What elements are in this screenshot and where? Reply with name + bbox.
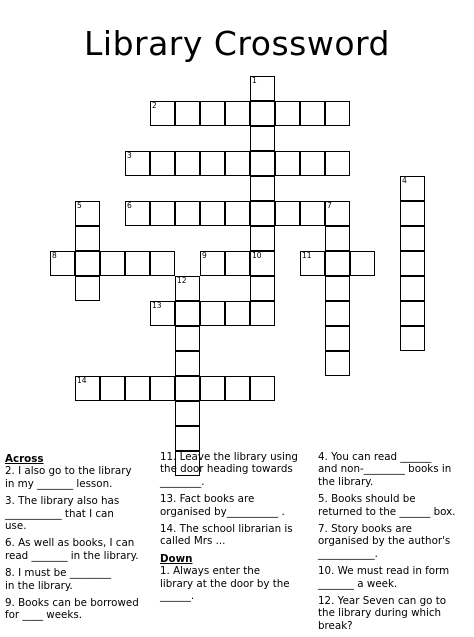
grid-cell[interactable] [75, 201, 100, 226]
clue-number: 11 [302, 251, 312, 260]
grid-cell[interactable] [400, 251, 425, 276]
grid-cell[interactable] [175, 401, 200, 426]
grid-cell[interactable] [175, 201, 200, 226]
grid-cell[interactable] [225, 376, 250, 401]
grid-cell[interactable] [75, 376, 100, 401]
grid-cell[interactable] [400, 226, 425, 251]
grid-cell[interactable] [250, 126, 275, 151]
clue-down-12: 12. Year Seven can go to the library during which break? [318, 595, 447, 632]
grid-cell[interactable] [200, 301, 225, 326]
grid-cell[interactable] [175, 301, 200, 326]
grid-cell[interactable] [150, 201, 175, 226]
grid-cell[interactable] [225, 251, 250, 276]
grid-cell[interactable] [325, 276, 350, 301]
grid-cell[interactable] [150, 101, 175, 126]
grid-cell[interactable] [125, 376, 150, 401]
grid-cell[interactable] [325, 301, 350, 326]
page-title: Library Crossword [84, 24, 390, 63]
clue-column-right [318, 451, 470, 637]
grid-cell[interactable] [275, 151, 300, 176]
grid-cell[interactable] [250, 176, 275, 201]
clue-down-7: 7. Story books are organised by the author's ___________. [318, 523, 451, 560]
grid-cell[interactable] [250, 376, 275, 401]
clue-number: 12 [177, 276, 187, 285]
clue-number: 9 [202, 251, 207, 260]
grid-cell[interactable] [325, 326, 350, 351]
grid-cell[interactable] [175, 376, 200, 401]
grid-cell[interactable] [150, 151, 175, 176]
grid-cell[interactable] [200, 151, 225, 176]
clue-column-middle [160, 451, 312, 607]
grid-cell[interactable] [300, 101, 325, 126]
grid-cell[interactable] [175, 426, 200, 451]
grid-cell[interactable] [325, 351, 350, 376]
clue-number: 3 [127, 151, 132, 160]
clue-number: 2 [152, 101, 157, 110]
clue-down-4: 4. You can read ______ and non-________ books in the library. [318, 451, 452, 488]
down-heading: Down [160, 552, 193, 565]
grid-cell[interactable] [325, 201, 350, 226]
grid-cell[interactable] [175, 276, 200, 301]
grid-cell[interactable] [50, 251, 75, 276]
grid-cell[interactable] [225, 201, 250, 226]
grid-cell[interactable] [275, 201, 300, 226]
grid-cell[interactable] [225, 301, 250, 326]
grid-cell[interactable] [400, 276, 425, 301]
grid-cell[interactable] [225, 101, 250, 126]
grid-cell[interactable] [175, 101, 200, 126]
clue-number: 1 [252, 76, 257, 85]
clue-number: 10 [252, 251, 262, 260]
grid-cell[interactable] [200, 201, 225, 226]
grid-cell[interactable] [200, 251, 225, 276]
grid-cell[interactable] [250, 276, 275, 301]
grid-cell[interactable] [400, 326, 425, 351]
clue-down-10: 10. We must read in form _______ a week. [318, 565, 450, 590]
grid-cell[interactable] [400, 176, 425, 201]
grid-cell[interactable] [175, 351, 200, 376]
grid-cell[interactable] [250, 301, 275, 326]
clue-across-11: 11. Leave the library using the door heading towards ________. [160, 451, 298, 488]
grid-cell[interactable] [75, 251, 100, 276]
grid-cell[interactable] [175, 151, 200, 176]
grid-cell[interactable] [300, 251, 325, 276]
clue-number: 7 [327, 201, 332, 210]
grid-cell[interactable] [125, 151, 150, 176]
grid-cell[interactable] [150, 301, 175, 326]
grid-cell[interactable] [325, 251, 350, 276]
clue-number: 6 [127, 201, 132, 210]
clue-number: 4 [402, 176, 407, 185]
clue-number: 5 [77, 201, 82, 210]
clue-column-left [5, 453, 155, 627]
clue-across-8: 8. I must be ________ in the library. [5, 567, 111, 592]
clue-across-14: 14. The school librarian is called Mrs ... [160, 523, 293, 548]
grid-cell[interactable] [200, 376, 225, 401]
grid-cell[interactable] [325, 101, 350, 126]
clue-across-6: 6. As well as books, I can read _______ in the library. [5, 537, 139, 562]
grid-cell[interactable] [325, 226, 350, 251]
grid-cell[interactable] [325, 151, 350, 176]
grid-cell[interactable] [100, 251, 125, 276]
grid-cell[interactable] [150, 376, 175, 401]
grid-cell[interactable] [75, 226, 100, 251]
grid-cell[interactable] [150, 251, 175, 276]
clue-across-13: 13. Fact books are organised by__________ . [160, 493, 285, 518]
grid-cell[interactable] [250, 201, 275, 226]
grid-cell[interactable] [275, 101, 300, 126]
grid-cell[interactable] [75, 276, 100, 301]
grid-cell[interactable] [300, 201, 325, 226]
clue-number: 8 [52, 251, 57, 260]
clue-number: 13 [152, 301, 162, 310]
grid-cell[interactable] [350, 251, 375, 276]
clue-across-2: 2. I also go to the library in my _______ lesson. [5, 465, 132, 490]
grid-cell[interactable] [125, 251, 150, 276]
grid-cell[interactable] [300, 151, 325, 176]
grid-cell[interactable] [200, 101, 225, 126]
clue-down-5: 5. Books should be returned to the ______ box. [318, 493, 456, 518]
clue-across-3: 3. The library also has ___________ that I can use. [5, 495, 120, 533]
clue-number: 14 [77, 376, 87, 385]
across-heading: Across [5, 453, 44, 465]
grid-cell[interactable] [250, 251, 275, 276]
grid-cell[interactable] [175, 326, 200, 351]
clue-across-9: 9. Books can be borrowed for ____ weeks. [5, 597, 139, 622]
grid-cell[interactable] [125, 201, 150, 226]
grid-cell[interactable] [225, 151, 250, 176]
grid-cell[interactable] [400, 301, 425, 326]
grid-cell[interactable] [250, 76, 275, 101]
grid-cell[interactable] [250, 101, 275, 126]
grid-cell[interactable] [250, 151, 275, 176]
grid-cell[interactable] [250, 226, 275, 251]
grid-cell[interactable] [400, 201, 425, 226]
clue-down-1: 1. Always enter the library at the door by the ______. [160, 565, 290, 603]
grid-cell[interactable] [100, 376, 125, 401]
